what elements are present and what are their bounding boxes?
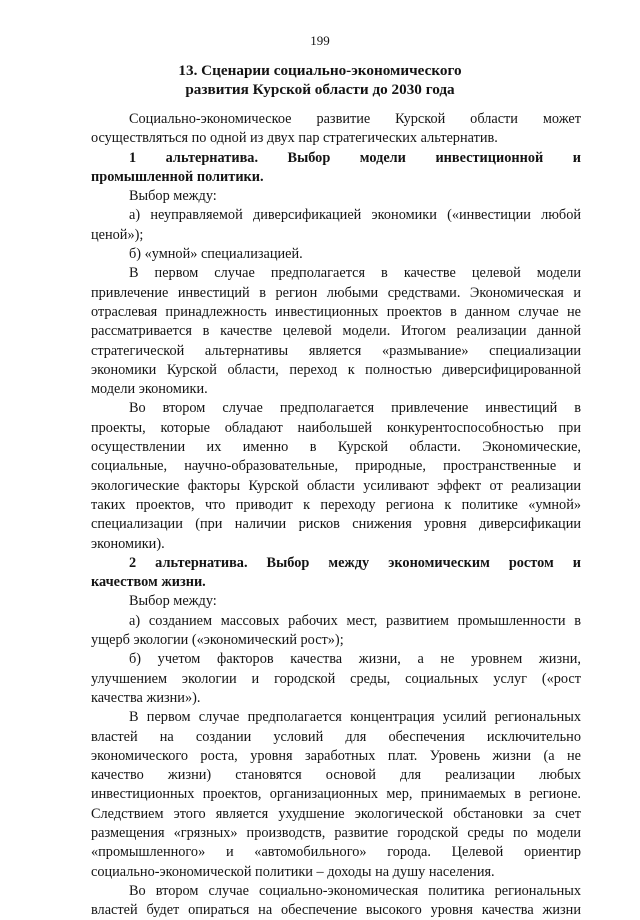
- text-line: б) учетом факторов качества жизни, а не уровнем жизни,: [129, 651, 581, 668]
- text-line: размещения «грязных» производств, развитие городской среды по модели: [91, 824, 581, 841]
- text-line: Следствием этого является ухудшение экологической обстановки за счет: [91, 805, 581, 822]
- text-line: экономики).: [91, 535, 165, 552]
- text-line: качеством жизни.: [91, 574, 206, 591]
- text-line: социальные, научно-образовательные, природные, пространственные и: [91, 458, 581, 475]
- text-line: В первом случае предполагается концентрация усилий региональных: [129, 709, 581, 726]
- text-line: ценой»);: [91, 226, 144, 243]
- text-line: властей на создании условий для обеспечения исключительно: [91, 728, 581, 745]
- text-line: б) «умной» специализацией.: [129, 246, 303, 263]
- text-line: «промышленного» и «автомобильного» города. Целевой ориентир: [91, 844, 581, 861]
- text-line: 1 альтернатива. Выбор модели инвестиционной и: [129, 149, 581, 166]
- text-line: таких проектов, что приводит к переходу региона к политике «умной»: [91, 496, 581, 513]
- text-line: Выбор между:: [129, 593, 217, 610]
- text-line: Во втором случае предполагается привлечение инвестиций в: [129, 400, 581, 417]
- text-line: осуществлении их именно в Курской области. Экономические,: [91, 439, 581, 456]
- text-line: отраслевая принадлежность инвестиционных проектов в данном случае не: [91, 303, 581, 320]
- text-line: улучшением экологии и городской среды, социальных услуг («рост: [91, 670, 581, 687]
- text-line: модели экономики.: [91, 381, 208, 398]
- body-text: [91, 110, 581, 920]
- page-number: 199: [310, 33, 330, 48]
- text-line: В первом случае предполагается в качестве целевой модели: [129, 265, 581, 282]
- text-line: экономического роста, уровня заработных плат. Уровень жизни (а не: [91, 747, 581, 764]
- text-line: 2 альтернатива. Выбор между экономическим ростом и: [129, 554, 581, 571]
- text-line: привлечение инвестиций в регион любыми средствами. Экономическая и: [91, 284, 581, 301]
- text-line: проекты, которые обладают наибольшей конкурентоспособностью при: [91, 419, 581, 436]
- text-line: Во втором случае социально-экономическая политика региональных: [129, 882, 581, 899]
- text-line: властей будет опираться на обеспечение высокого уровня качества жизни: [91, 902, 581, 919]
- section-title-line-2: развития Курской области до 2030 года: [185, 81, 455, 98]
- text-line: специализации (при наличии рисков снижения уровня диверсификации: [91, 516, 581, 533]
- text-line: ущерб экологии («экономический рост»);: [91, 632, 344, 649]
- section-title-line-1: 13. Сценарии социально-экономического: [178, 62, 462, 79]
- text-line: экологические факторы Курской области усиливают эффект от реализации: [91, 477, 581, 494]
- text-line: экономики Курской области, переход к полностью диверсифицированной: [91, 361, 581, 378]
- section-title: [120, 61, 520, 99]
- text-line: осуществляться по одной из двух пар стратегических альтернатив.: [91, 130, 498, 147]
- text-line: рассматривается в качестве целевой модели. Итогом реализации данной: [91, 323, 581, 340]
- text-line: качество жизни) становятся основой для реализации любых: [91, 767, 581, 784]
- text-line: Выбор между:: [129, 188, 217, 205]
- text-line: качества жизни»).: [91, 689, 201, 706]
- text-line: промышленной политики.: [91, 168, 264, 185]
- text-line: инвестиционных проектов, организационных мер, принимаемых в регионе.: [91, 786, 581, 803]
- text-line: социально-экономической политики – доходы на душу населения.: [91, 863, 495, 880]
- text-line: а) созданием массовых рабочих мест, развитием промышленности в: [129, 612, 581, 629]
- text-line: а) неуправляемой диверсификацией экономики («инвестиции любой: [129, 207, 581, 224]
- text-line: стратегической альтернативы является «размывание» специализации: [91, 342, 581, 359]
- text-line: Социально-экономическое развитие Курской области может: [129, 111, 581, 127]
